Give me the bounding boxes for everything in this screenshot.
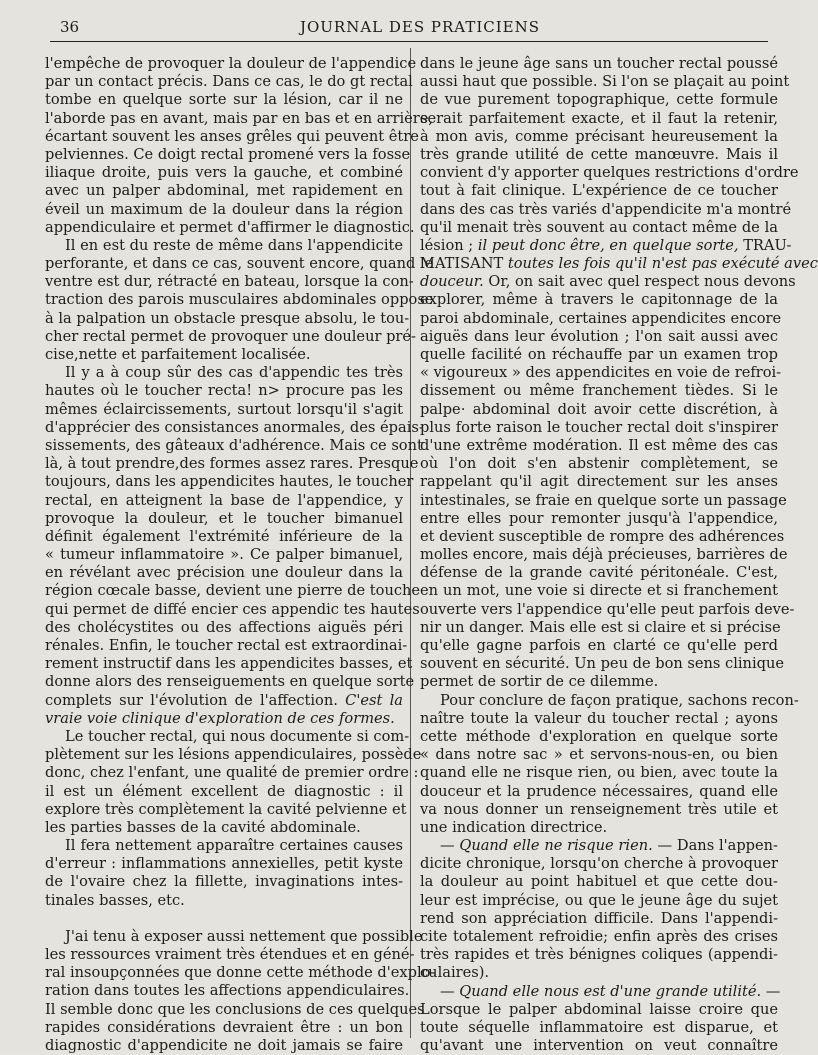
text-line [45,164,403,182]
line-text: l'empêche de provoquer la douleur de l'appendice [45,55,417,72]
text-line [45,637,408,655]
text-line [420,491,787,510]
text-line [45,619,403,637]
text-line [420,618,781,637]
line-text: rectal, en atteignent la base de l'appendice, y [45,491,403,509]
text-line [45,327,416,346]
italic-text: C'est la [337,691,403,709]
line-text: perforante, et dans ce cas, souvent encore, quand le [45,255,434,273]
text-line [420,783,778,801]
text-line [420,236,792,255]
text-line [420,637,778,655]
right-column [420,55,818,1055]
text-line [420,273,796,291]
line-text: — Dans l'appen- [652,837,778,855]
text-line [420,164,799,182]
line-text: paroi abdominale, certaines appendicites encore [420,309,782,327]
line-text: diagnostic d'appendicite ne doit jamais se faire [45,1036,403,1054]
line-text: là, à tout prendre,des formes assez rares. Presque [45,455,419,473]
text-line [45,892,403,910]
line-text: souvent en sécurité. Un peu de bon sens clinique [420,655,784,673]
line-text: dans le jeune âge sans un toucher rectal poussé [420,55,778,72]
line-text: d'une extrême modération. Il est même des cas [420,436,778,454]
text-line [420,964,778,982]
line-text: rapides considérations devraient être : un bon [45,1018,403,1036]
line-text: dans des cas très variés d'appendicite m'a montré [420,200,792,218]
text-line [420,746,778,764]
line-text: quelle facilité on réchauffe par un examen trop [420,346,778,363]
line-text: traction des parois musculaires abdominales oppose [45,291,434,309]
italic-text: Quand elle ne risque rien. [454,837,653,855]
text-line [45,783,403,801]
line-text: dissement ou même franchement tièdes. Si le [420,382,778,400]
line-text: rénales. Enfin, le toucher rectal est extraordinai- [45,637,408,654]
text-line [45,127,419,146]
line-text: d'erreur : inflammations annexielles, petit kyste [45,855,403,873]
line-text: qu'avant une intervention on veut connaître [420,1037,778,1055]
text-line [420,527,785,546]
line-text: explore très complètement la cavité pelvienne et [45,800,407,818]
line-text: iliaque droite, puis vers la gauche, et combiné [45,164,403,182]
line-text: nir un danger. Mais elle est si claire et si précise [420,618,781,636]
text-line [420,546,788,564]
line-text: ventre est dur, rétracté en bateau, lorsque la con- [45,273,414,291]
text-line [420,655,784,673]
text-line [45,273,414,291]
text-line [45,927,423,946]
text-line [45,837,403,855]
text-line [420,419,778,437]
line-text: lésion ; [420,236,474,254]
text-line [420,328,778,346]
line-text: tout à fait clinique. L'expérience de ce toucher [420,182,778,200]
header-rule [50,41,768,42]
text-line [45,873,403,891]
line-text: cite totalement refroidie; enfin après des crises [420,928,778,945]
text-line [45,436,423,455]
text-line [45,582,421,600]
line-text: intestinales, se fraie en quelque sorte un passage [420,491,787,509]
text-line [45,692,403,710]
line-text: avec un palper abdominal, met rapidement en [45,182,403,200]
line-text: culaires). [420,964,490,982]
text-line [45,727,410,746]
line-text: où l'on doit s'en abstenir complètement, se [420,455,778,473]
text-line [45,964,436,982]
text-line [45,855,403,873]
line-text: permet de sortir de ce dilemme. [420,673,659,691]
text-line [420,764,778,782]
line-text: qu'il menait très souvent au contact même de la [420,218,778,236]
line-text: écartant souvent les anses grêles qui peuvent être [45,127,419,145]
line-text: région cœcale basse, devient une pierre de touche [45,582,421,600]
line-text: complets sur l'évolution de l'affection. [45,691,338,709]
line-text: à la palpation un obstacle presque absolu, le tou- [45,309,410,327]
line-text: tinales basses, etc. [45,891,185,909]
line-text: Il fera nettement apparaître certaines causes [65,837,403,855]
text-line [420,219,778,237]
line-text: J'ai tenu à exposer aussi nettement que possible [65,927,423,945]
page-header [60,18,780,40]
text-line [420,673,778,691]
line-text: il est un élément excellent de diagnostic : il [45,782,403,800]
text-line [45,182,403,200]
text-line [420,600,795,619]
text-line [420,291,778,309]
column-divider [410,48,411,1038]
line-text: naître toute la valeur du toucher rectal ; ayons [420,709,778,727]
line-text: en révélant avec précision une douleur dans la [45,564,403,582]
text-line [420,982,781,1001]
line-text: « tumeur inflammatoire ». Ce palper bimanuel, [45,546,403,564]
text-line [45,109,433,128]
line-text: TRAU- [738,236,792,254]
text-line [45,746,422,764]
text-line [45,673,415,691]
line-text: Pour conclure de façon pratique, sachons recon- [440,691,799,709]
line-text: — [440,837,455,855]
line-text: tombe en quelque sorte sur la lésion, car il ne [45,91,403,109]
text-line [45,546,403,564]
text-line [420,710,778,728]
text-line [45,1019,403,1037]
line-text: aiguës dans leur évolution ; l'on sait aussi avec [420,327,778,345]
text-line [420,473,778,491]
italic-text: toutes les fois qu'il n'est pas exécuté avec [503,255,818,273]
text-line [420,910,778,928]
text-line [45,55,417,73]
text-line [45,528,403,546]
line-text: ration dans toutes les affections appendiculaires. [45,982,410,1000]
text-line [420,728,778,746]
left-column [45,55,436,1054]
text-line [420,364,782,382]
line-text: qui permet de diffé encier ces appendic tes hautes [45,600,420,618]
line-text: sissements, des gâteaux d'adhérence. Mais ce sont [45,436,423,454]
text-line [45,309,410,328]
line-text: hautes où le toucher recta! n> procure pas les [45,382,403,400]
line-text: convient d'y apporter quelques restrictions d'ordre [420,164,799,182]
text-line [45,201,403,219]
line-text: cette méthode d'exploration en quelque sorte [420,727,778,745]
line-text: cise,nette et parfaitement localisée. [45,346,311,363]
text-line [45,473,414,491]
text-line [420,855,778,873]
text-line [420,146,778,164]
line-text: dicite chronique, lorsqu'on cherche à provoquer [420,855,778,873]
text-line [45,492,403,510]
text-line [45,382,403,400]
line-text: douceur et la prudence nécessaires, quand elle [420,782,778,800]
text-line [420,564,778,582]
text-line [45,91,403,109]
line-text: très rapides et très bénignes coliques (appendi- [420,946,778,964]
line-text: de vue purement topographique, cette formule [420,91,778,109]
text-line [45,291,434,309]
text-line [420,437,778,455]
italic-text: vraie voie clinique d'exploration de ces formes. [45,709,395,727]
text-line [420,582,778,600]
line-text: Il semble donc que les conclusions de ces quelques [45,1000,425,1018]
line-text: Lorsque le palper abdominal laisse croire que [420,1000,778,1018]
text-line [45,1037,403,1055]
text-line [45,418,424,437]
line-text: une indication directrice. [420,818,608,836]
line-text: ouverte vers l'appendice qu'elle peut parfois deve- [420,600,795,618]
text-line [45,800,407,819]
line-text: aussi haut que possible. Si l'on se plaçait au point [420,73,790,91]
line-text: et devient susceptible de rompre des adhérences [420,527,785,545]
line-text: rappelant qu'il agit directement sur les anses [420,473,778,491]
text-line [45,218,415,237]
line-text: rend son appréciation difficile. Dans l'appendi- [420,909,778,927]
line-text: entre elles pour remonter jusqu'à l'appendice, [420,509,778,527]
text-line [45,764,419,782]
line-text: cher rectal permet de provoquer une douleur pré- [45,327,416,345]
line-text: les ressources vraiment très étendues et en géné- [45,946,415,963]
text-line [420,128,778,146]
text-line [420,346,778,364]
text-line [420,819,778,837]
text-line [420,928,778,946]
line-text: molles encore, mais déjà précieuses, barrières de [420,546,788,564]
text-line [45,346,403,364]
line-text: pelviennes. Ce doigt rectal promené vers la fosse [45,145,411,163]
line-text: — [761,982,781,1000]
line-text: Il y a à coup sûr des cas d'appendic tes très [65,364,403,382]
line-text: en un mot, une voie si directe et si franchement [420,582,778,600]
line-text: à mon avis, comme précisant heureusement la [420,127,778,145]
text-line [45,510,403,528]
text-line [45,600,420,619]
text-line [420,801,778,819]
text-line [45,73,413,91]
line-text: plus forte raison le toucher rectal doit s'inspirer [420,418,778,436]
text-line [420,182,778,200]
text-line [45,255,434,273]
line-text: « dans notre sac » et servons-nous-en, ou bien [420,746,778,764]
page-number: 36 [60,18,80,36]
line-text: leur est imprécise, ou que le jeune âge du sujet [420,891,778,909]
line-text: éveil un maximum de la douleur dans la région [45,200,403,218]
text-line [45,1000,425,1019]
line-text: définit également l'extrémité inférieure de la [45,527,403,545]
line-text: quand elle ne risque rien, ou bien, avec toute la [420,764,778,782]
line-text: — [440,982,455,1000]
line-text: Le toucher rectal, qui nous documente si com- [65,727,410,745]
line-text: l'aborde pas en avant, mais par en bas et en arrière, [45,109,433,127]
text-line [45,401,403,419]
text-line [45,655,413,673]
italic-text: il peut donc être, en quelque sorte, [473,236,739,254]
line-text: toujours, dans les appendicites hautes, le toucher [45,473,414,491]
line-text: très grande utilité de cette manœuvre. Mais il [420,145,778,163]
line-text: qu'elle gagne parfois en clarté ce qu'elle perd [420,637,778,654]
line-text: ral insoupçonnées que donne cette méthode d'explo- [45,964,436,982]
line-text: toute séquelle inflammatoire est disparue, et [420,1018,778,1036]
italic-text: douceur. [420,273,484,291]
text-line [45,946,415,964]
text-line [420,309,782,328]
text-line [420,73,790,91]
line-text: va nous donner un renseignement très utile et [420,800,778,818]
text-line [420,691,799,710]
line-text: des cholécystites ou des affections aiguës péri [45,618,403,636]
text-line [420,1001,778,1019]
text-line [420,110,778,128]
text-line [420,1037,778,1055]
line-text: MATISANT [420,255,504,273]
line-text: la douleur au point habituel et que cette dou- [420,873,778,891]
text-line [45,237,403,255]
line-text: Il en est du reste de même dans l'appendicite [65,236,403,254]
text-line [420,55,778,73]
journal-title: JOURNAL DES PRATICIENS [299,18,541,36]
text-line [420,837,778,855]
line-text: les parties basses de la cavité abdominale. [45,818,361,836]
text-line [420,255,818,273]
text-line [420,1019,778,1037]
text-line [420,382,778,400]
line-text: défense de la grande cavité péritonéale. C'est, [420,564,778,582]
text-line [420,892,778,910]
line-text: provoque la douleur, et le toucher bimanuel [45,509,403,527]
text-line [420,91,778,109]
text-line [45,455,419,473]
line-text: serait parfaitement exacte, et il faut la retenir, [420,109,778,127]
line-text: par un contact précis. Dans ce cas, le do gt rectal [45,73,413,91]
line-text: donc, chez l'enfant, une qualité de premier ordre : [45,764,419,782]
line-text: « vigoureux » des appendicites en voie de refroi- [420,364,782,382]
line-text: de l'ovaire chez la fillette, invaginations intes- [45,873,403,891]
line-text: Or, on sait avec quel respect nous devons [483,273,796,291]
text-line [420,200,792,219]
line-text: explorer, même à travers le capitonnage de la [420,291,778,309]
text-line [420,873,778,891]
text-line [420,510,778,528]
line-text: mêmes éclaircissements, surtout lorsqu'il s'agit [45,400,403,418]
text-line [420,455,778,473]
line-text: d'apprécier des consistances anormales, des épais- [45,418,424,436]
line-text: palpe· abdominal doit avoir cette discrétion, à [420,400,778,418]
text-line [45,145,411,164]
text-line [45,364,403,382]
line-text: rement instructif dans les appendicites basses, et [45,655,413,673]
line-text: appendiculaire et permet d'affirmer le diagnostic. [45,218,415,236]
text-line [420,946,778,964]
text-line [420,401,778,419]
text-line [45,710,403,728]
line-text: donne alors des renseiguements en quelque sorte [45,673,415,691]
text-line [45,564,403,582]
text-line [45,982,410,1000]
line-text: plètement sur les lésions appendiculaires, possède [45,746,422,764]
italic-text: Quand elle nous est d'une grande utilité. [454,982,762,1000]
text-line [45,819,403,837]
